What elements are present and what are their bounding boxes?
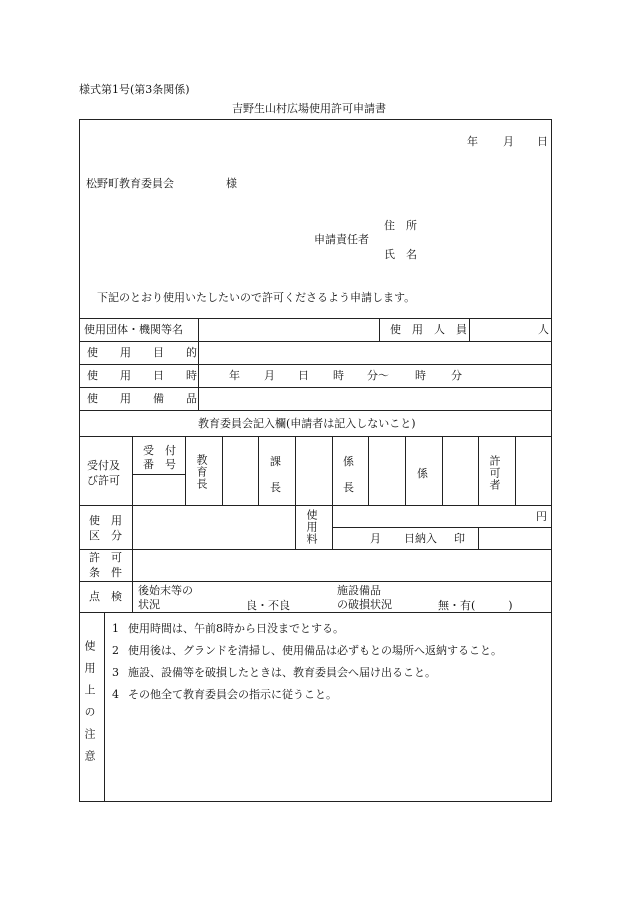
- yen-unit: 円: [536, 510, 547, 523]
- date-month: 月: [503, 135, 514, 148]
- org-label: 使用団体・機関等名: [84, 323, 183, 336]
- note-text: 使用後は、グランドを清掃し、使用備品は必ずもとの場所へ返納すること。: [128, 644, 502, 657]
- honorific: 様: [226, 177, 237, 190]
- receipt-no-label-2: 番 号: [143, 458, 176, 471]
- dt-hour-to: 時: [415, 369, 426, 382]
- date-year: 年: [467, 135, 478, 148]
- dt-day: 日: [298, 369, 309, 382]
- note-text: 使用時間は、午前8時から日没までとする。: [128, 622, 344, 635]
- damage-label-1: 施設備品: [337, 584, 381, 597]
- inspection-label: 点 検: [89, 590, 122, 603]
- name-label: 氏 名: [384, 248, 417, 261]
- request-statement: 下記のとおり使用いたしたいので許可くださるよう申請します。: [97, 291, 416, 304]
- note-number: 1: [112, 622, 119, 635]
- damage-label-2: の破損状況: [337, 598, 392, 611]
- note-number: 3: [112, 666, 119, 679]
- dt-month: 月: [264, 369, 275, 382]
- subsection-chief-label-2: 長: [343, 481, 354, 494]
- notes-label: 使用上の注意: [83, 640, 96, 772]
- staff-label: 係: [417, 467, 428, 480]
- use-category-label-2: 区 分: [89, 529, 122, 542]
- purpose-label: 使 用 目 的: [87, 346, 197, 359]
- conditions-label-2: 条 件: [89, 566, 122, 579]
- note-text: その他全て教育委員会の指示に従うこと。: [128, 688, 337, 701]
- receipt-label-2: び許可: [87, 474, 120, 487]
- conditions-label-1: 許 可: [89, 551, 122, 564]
- note-number: 2: [112, 644, 119, 657]
- note-text: 施設、設備等を破損したときは、教育委員会へ届け出ること。: [128, 666, 436, 679]
- address-label: 住 所: [384, 219, 417, 232]
- fee-label: 使用料: [305, 509, 318, 545]
- dt-year: 年: [229, 369, 240, 382]
- dt-hour: 時: [333, 369, 344, 382]
- section-chief-label-1: 課: [270, 455, 281, 468]
- datetime-label: 使 用 日 時: [87, 369, 197, 382]
- paid-day: 日納入: [404, 532, 437, 545]
- people-label: 使 用 人 員: [390, 323, 467, 336]
- superintendent-label: 教育長: [195, 454, 208, 490]
- note-number: 4: [112, 688, 119, 701]
- dt-minute-from: 分〜: [367, 369, 389, 382]
- board-section-title: 教育委員会記入欄(申請者は記入しないこと): [198, 417, 416, 430]
- subsection-chief-label-1: 係: [343, 455, 354, 468]
- date-day: 日: [537, 135, 548, 148]
- damage-options: 無・有( ): [438, 599, 513, 612]
- people-unit: 人: [538, 323, 549, 336]
- section-chief-label-2: 長: [270, 481, 281, 494]
- applicant-label: 申請責任者: [314, 233, 369, 246]
- permitter-label: 許可者: [488, 455, 501, 491]
- form-number: 様式第1号(第3条関係): [79, 83, 190, 96]
- equipment-label: 使 用 備 品: [87, 392, 197, 405]
- receipt-no-label-1: 受 付: [143, 444, 176, 457]
- cleanup-label-1: 後始末等の: [138, 584, 193, 597]
- seal-mark: 印: [454, 532, 465, 545]
- paid-month: 月: [370, 532, 381, 545]
- cleanup-options: 良・不良: [246, 599, 290, 612]
- form-title: 吉野生山村広場使用許可申請書: [232, 102, 386, 115]
- use-category-label-1: 使 用: [89, 514, 122, 527]
- cleanup-label-2: 状況: [138, 598, 160, 611]
- dt-minute-to: 分: [451, 369, 462, 382]
- addressee: 松野町教育委員会: [86, 177, 174, 190]
- receipt-label-1: 受付及: [87, 459, 120, 472]
